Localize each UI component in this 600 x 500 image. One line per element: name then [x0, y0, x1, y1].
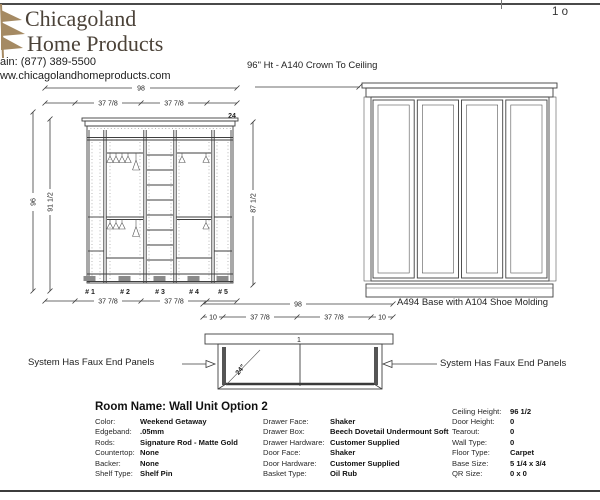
- svg-text:# 4: # 4: [189, 289, 199, 296]
- svg-text:# 2: # 2: [120, 289, 130, 296]
- page-bottom-border: [0, 490, 600, 492]
- front-crown-molding: [82, 118, 238, 126]
- room-name-title: Room Name: Wall Unit Option 2: [95, 401, 268, 413]
- company-website: ww.chicagolandhomeproducts.com: [0, 70, 171, 82]
- svg-text:10: 10: [209, 314, 217, 322]
- spec-backer: Backer: None: [95, 459, 159, 468]
- plan-dim-segments: [201, 313, 396, 322]
- finished-doors: [373, 100, 547, 278]
- plan-left-arrow: [182, 361, 215, 368]
- finished-crown-molding: [362, 83, 557, 97]
- spec-qr-size: QR Size: 0 x 0: [452, 469, 527, 478]
- page-top-border: [0, 3, 600, 5]
- svg-text:96: 96: [30, 198, 38, 206]
- svg-text:37 7/8: 37 7/8: [98, 100, 118, 108]
- spec-drawer-hardware: Drawer Hardware: Customer Supplied: [263, 438, 400, 447]
- crown-label: 96" Ht - A140 Crown To Ceiling: [247, 60, 378, 71]
- svg-text:# 3: # 3: [155, 289, 165, 296]
- finished-cabinet-body: [364, 97, 556, 281]
- front-dim-total-width: [43, 84, 240, 93]
- spec-shelf-type: Shelf Type: Shelf Pin: [95, 469, 173, 478]
- faux-end-panels-label-left: System Has Faux End Panels: [28, 357, 155, 368]
- spec-drawer-box: Drawer Box: Beech Dovetail Undermount Soft: [263, 427, 449, 436]
- spec-ceiling-height: Ceiling Height: 96 1/2: [452, 407, 532, 416]
- plan-view-drawing: [180, 295, 440, 405]
- spec-tearout: Tearout: 0: [452, 427, 515, 436]
- plan-right-arrow: [383, 361, 437, 368]
- front-dim-height-91: [46, 117, 55, 294]
- plan-dim-total: [201, 300, 396, 309]
- plan-wall: [205, 334, 393, 344]
- front-cabinet-body: [84, 126, 234, 283]
- svg-text:37 7/8: 37 7/8: [250, 314, 270, 322]
- spec-edgeband: Edgeband: .05mm: [95, 427, 165, 436]
- svg-text:87 1/2: 87 1/2: [250, 193, 258, 213]
- svg-text:# 5: # 5: [218, 289, 228, 296]
- svg-text:37 7/8: 37 7/8: [164, 100, 184, 108]
- svg-text:# 1: # 1: [85, 289, 95, 296]
- svg-text:10: 10: [378, 314, 386, 322]
- spec-door-height: Door Height: 0: [452, 417, 515, 426]
- svg-text:98: 98: [294, 301, 302, 309]
- front-dim-upper-row: [43, 99, 240, 108]
- sheet-number: 1 o: [552, 6, 568, 18]
- spec-base-size: Base Size: 5 1/4 x 3/4: [452, 459, 546, 468]
- svg-text:91 1/2: 91 1/2: [47, 192, 55, 212]
- svg-text:98: 98: [137, 85, 145, 93]
- spec-countertop: Countertop: None: [95, 448, 159, 457]
- plan-depth-label: 24": [234, 363, 247, 377]
- spec-basket-type: Basket Type: Oil Rub: [263, 469, 357, 478]
- company-logo-tree-icon: [0, 4, 26, 58]
- front-hangers: [107, 153, 209, 237]
- front-hang-rods: [107, 153, 211, 220]
- svg-text:37 7/8: 37 7/8: [164, 298, 184, 306]
- front-shelf-tower: [147, 155, 173, 260]
- finished-elevation-drawing: [240, 66, 565, 306]
- svg-text:1: 1: [297, 337, 301, 344]
- spec-wall-type: Wall Type: 0: [452, 438, 515, 447]
- svg-text:37 7/8: 37 7/8: [324, 314, 344, 322]
- spec-floor-type: Floor Type: Carpet: [452, 448, 535, 457]
- front-depth-label: 24: [228, 113, 236, 120]
- crown-leader-line: [255, 84, 362, 90]
- base-label: A494 Base with A104 Shoe Molding: [397, 297, 549, 308]
- spec-door-hardware: Door Hardware: Customer Supplied: [263, 459, 400, 468]
- svg-text:37 7/8: 37 7/8: [98, 298, 118, 306]
- title-block-divider: [501, 0, 502, 9]
- plan-unit: [218, 344, 382, 389]
- company-name-line2: Home Products: [27, 31, 164, 56]
- company-phone: ain: (877) 389-5500: [0, 56, 97, 68]
- spec-color: Color: Weekend Getaway: [95, 417, 207, 426]
- spec-drawer-face: Drawer Face: Shaker: [263, 417, 356, 426]
- spec-rods: Rods: Signature Rod - Matte Gold: [95, 438, 238, 447]
- faux-end-panels-label-right: System Has Faux End Panels: [440, 358, 567, 369]
- company-name-line1: Chicagoland: [25, 6, 137, 31]
- front-dim-height-96: [29, 110, 38, 294]
- spec-door-face: Door Face: Shaker: [263, 448, 356, 457]
